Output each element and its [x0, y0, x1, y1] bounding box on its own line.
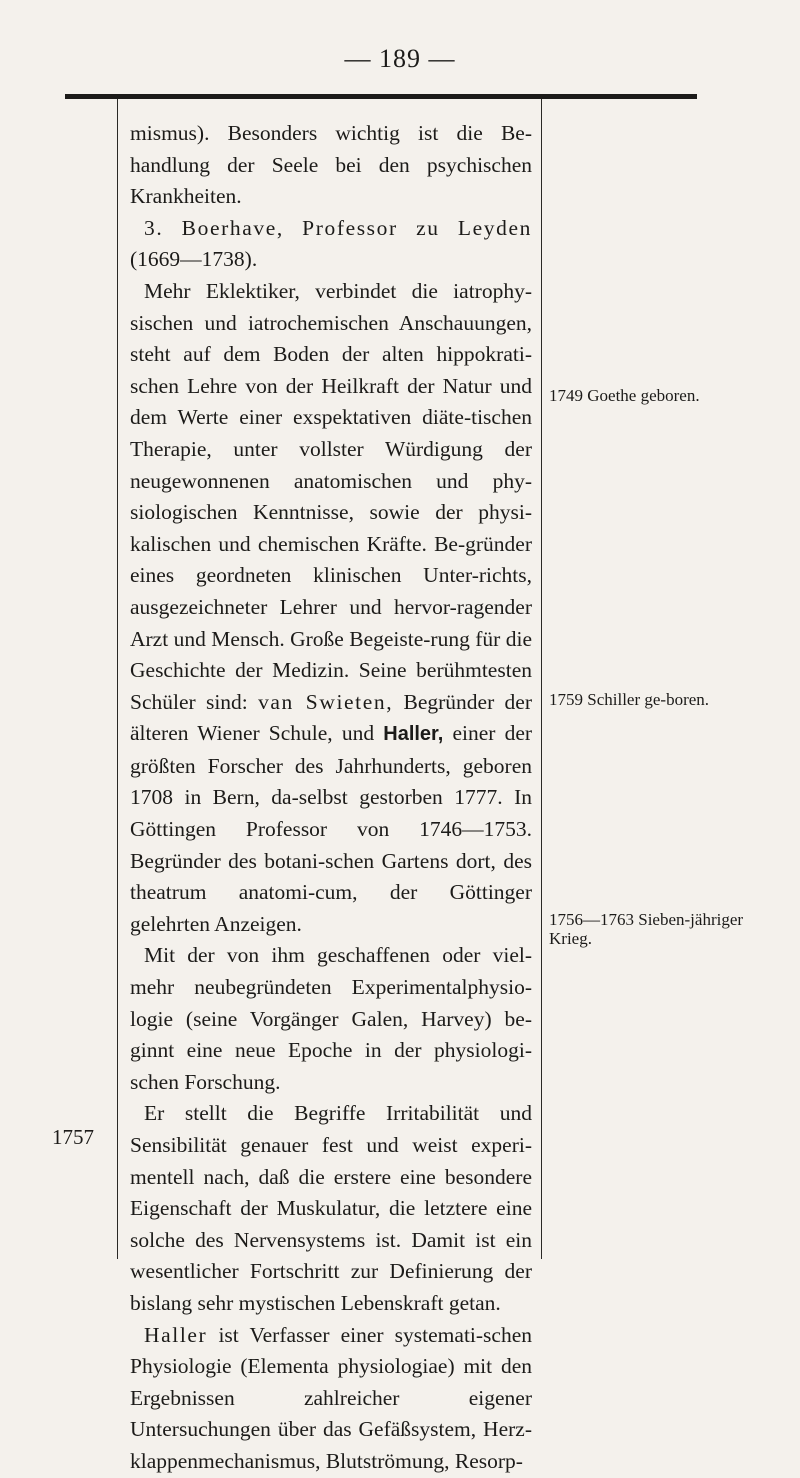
column-rule-right: [541, 99, 542, 1259]
column-rule-left: [117, 99, 118, 1259]
person-name: Haller,: [383, 723, 444, 746]
paragraph: Er stellt die Begriffe Irritabilität und Sensibilität genauer fest und weist experi-mentell nach, daß die erstere eine besondere Eigenschaft der Muskulatur, die letztere eine solche des Nervensystems ist. Damit ist ein wesentlicher Fortschritt zur Definierung der bislang sehr mystischen Lebenskraft getan.: [130, 1101, 532, 1315]
paragraph: mismus). Besonders wichtig ist die Be-handlung der Seele bei den psychischen Krankheiten.: [130, 121, 532, 209]
side-note: 1749 Goethe geboren.: [549, 386, 700, 405]
paragraph: [130, 276, 532, 940]
paragraph: [130, 1320, 532, 1478]
paragraph-text: ist Verfasser einer systemati-schen Physiologie (Elementa physiologiae) mit den Ergebnissen zahlreicher eigener Untersuchungen über das Gefäßsystem, Herz-klappenmechanismus, Blutströmung, Resorp-: [130, 1322, 532, 1473]
person-name: van Swieten,: [258, 689, 394, 714]
paragraph-text: Begründer der älteren Wiener Schule, und: [130, 689, 532, 746]
top-rule: [65, 94, 697, 99]
main-text: [130, 118, 532, 1478]
paragraph-text: Mehr Eklektiker, verbindet die iatrophy-sischen und iatrochemischen Anschauungen, steht auf dem Boden der alten hippokrati-schen Lehre von der Heilkraft der Natur und dem Werte einer exspektativen diäte-tischen Therapie, unter vollster Würdigung der neugewonnenen anatomischen und phy-siologischen Kenntnisse, sowie der physi-kalischen und chemischen Kräfte. Be-gründer eines geordneten klinischen Unter-richts, ausgezeichneter Lehrer und hervor-ragender Arzt und Mensch. Große Begeiste-rung für die Geschichte der Medizin. Seine berühmtesten Schüler sind:: [130, 278, 532, 714]
left-margin-date: 1757: [52, 1125, 94, 1149]
side-note: 1756—1763 Sieben-jähriger Krieg.: [549, 910, 744, 948]
heading-dates: (1669—1738).: [130, 247, 258, 272]
person-name: Haller: [144, 1322, 208, 1347]
paragraph-text: einer der größten Forscher des Jahrhunderts, geboren 1708 in Bern, da-selbst gestorben 1777. In Göttingen Professor von 1746—1753. Begründer des botani-schen Gartens dort, des theatrum anatomi-cum, der Göttinger gelehrten Anzeigen.: [130, 721, 533, 936]
heading-text: 3. Boerhave, Professor zu Leyden: [144, 215, 532, 240]
section-heading: [130, 213, 532, 276]
page-number: — 189 —: [344, 44, 456, 73]
paragraph: Mit der von ihm geschaffenen oder viel-mehr neubegründeten Experimentalphysio-logie (seine Vorgänger Galen, Harvey) be-ginnt eine neue Epoche in der physiologi-schen Forschung.: [130, 943, 532, 1094]
side-note: 1759 Schiller ge-boren.: [549, 690, 710, 709]
